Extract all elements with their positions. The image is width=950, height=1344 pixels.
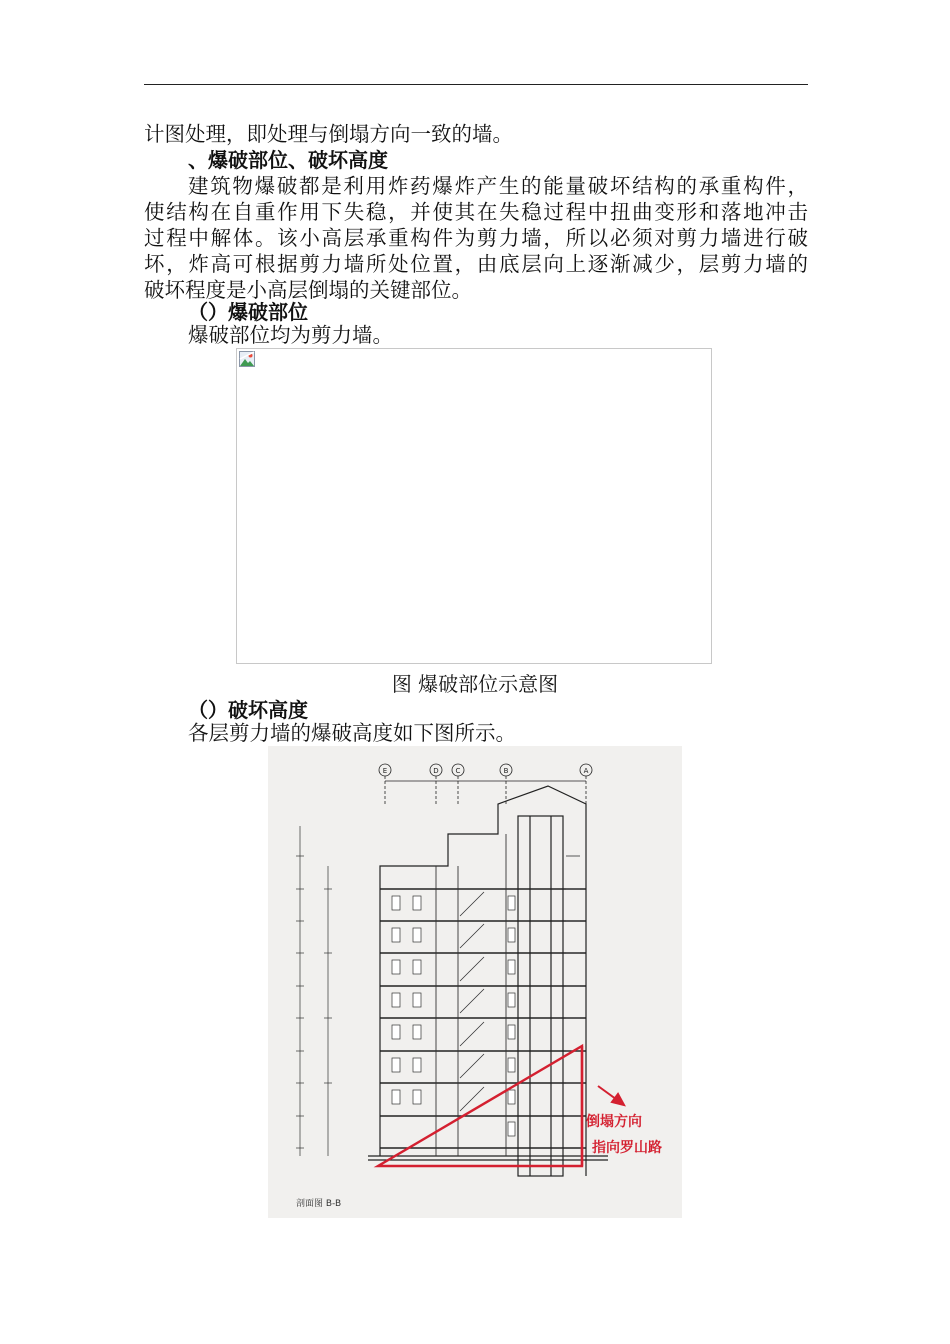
road-direction-label: 指向罗山路 <box>592 1140 662 1156</box>
subsection-heading: （）破坏高度 <box>188 698 308 722</box>
paragraph-line: 爆破部位均为剪力墙。 <box>188 323 393 347</box>
figure-caption: 图 爆破部位示意图 <box>391 672 559 696</box>
collapse-direction-label: 倒塌方向 <box>586 1114 642 1130</box>
text-line: 计图处理，即处理与倒塌方向一致的墙。 <box>144 122 513 146</box>
axis-label-d: D <box>433 767 439 775</box>
header-rule <box>144 84 808 85</box>
broken-image-icon <box>239 351 255 367</box>
paragraph-line: 破坏程度是小高层倒塌的关键部位。 <box>144 278 472 302</box>
building-section-drawing <box>268 746 682 1218</box>
broken-image-placeholder <box>236 348 712 664</box>
section-heading: 、爆破部位、破坏高度 <box>188 148 388 172</box>
axis-label-c: C <box>455 767 461 775</box>
section-label: 剖面图 B-B <box>296 1199 342 1209</box>
axis-label-a: A <box>583 767 589 775</box>
axis-label-e: E <box>382 767 388 775</box>
paragraph-line: 建筑物爆破都是利用炸药爆炸产生的能量破坏结构的承重构件， <box>188 174 808 198</box>
subsection-heading: （）爆破部位 <box>188 300 308 324</box>
paragraph-line: 过程中解体。该小高层承重构件为剪力墙，所以必须对剪力墙进行破 <box>144 226 808 250</box>
axis-label-b: B <box>503 767 509 775</box>
paragraph-line: 使结构在自重作用下失稳，并使其在失稳过程中扭曲变形和落地冲击 <box>144 200 808 224</box>
paragraph-line: 各层剪力墙的爆破高度如下图所示。 <box>188 721 516 745</box>
paragraph-line: 坏，炸高可根据剪力墙所处位置，由底层向上逐渐减少，层剪力墙的 <box>144 252 808 276</box>
